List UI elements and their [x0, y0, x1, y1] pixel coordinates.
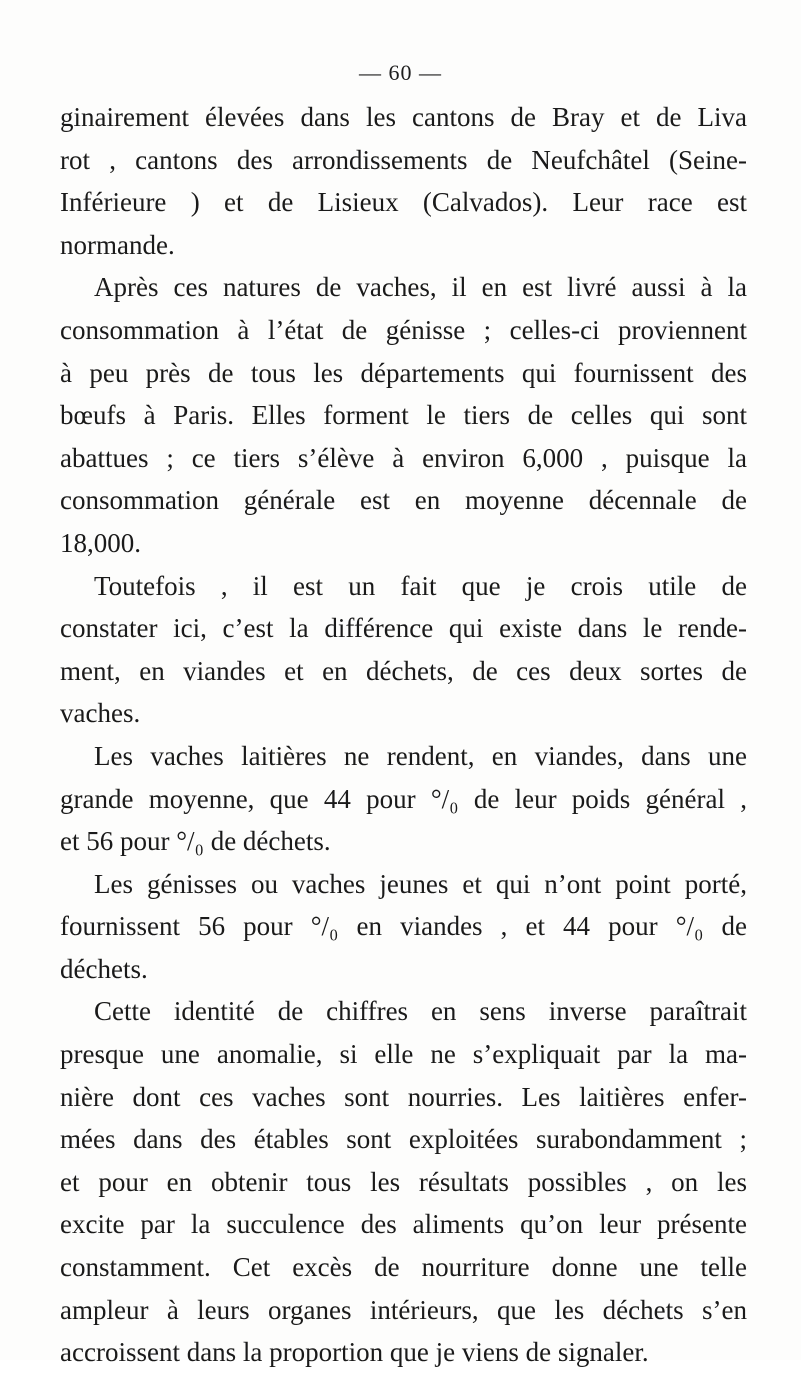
text-line: ment, en viandes et en déchets, de ces deux sortes de [60, 655, 747, 686]
text-line: consommation générale est en moyenne décennale de [60, 485, 747, 516]
text-line: vaches. [60, 698, 141, 729]
text-line: et pour en obtenir tous les résultats possibles , on les [60, 1166, 747, 1197]
paragraph [60, 96, 747, 266]
text-line: excite par la succulence des aliments qu’on leur présente [60, 1209, 747, 1240]
text-line: rot , cantons des arrondissements de Neufchâtel (Seine- [60, 144, 747, 175]
text-line: ampleur à leurs organes intérieurs, que les déchets s’en [60, 1294, 747, 1325]
text-line: déchets. [60, 953, 148, 984]
text-line: Inférieure ) et de Lisieux (Calvados). Leur race est [60, 187, 747, 218]
text-line: Après ces natures de vaches, il en est livré aussi à la [94, 272, 747, 303]
text-line: Les génisses ou vaches jeunes et qui n’ont point porté, [94, 868, 747, 899]
paragraph [60, 863, 747, 991]
paragraph [60, 735, 747, 863]
text-line: presque une anomalie, si elle ne s’expliquait par la ma- [60, 1039, 747, 1070]
paragraph [60, 266, 747, 564]
text-line: 18,000. [60, 527, 141, 558]
text-line: à peu près de tous les départements qui fournissent des [60, 357, 747, 388]
text-line: Les vaches laitières ne rendent, en viandes, dans une [94, 740, 747, 771]
text-line: Toutefois , il est un fait que je crois utile de [94, 570, 747, 601]
paragraph [60, 990, 747, 1373]
body-text [60, 96, 747, 1374]
text-line: normande. [60, 229, 175, 260]
text-line: accroissent dans la proportion que je viens de signaler. [60, 1337, 649, 1368]
text-line: Cette identité de chiffres en sens inverse paraîtrait [94, 996, 747, 1027]
paragraph [60, 565, 747, 735]
text-line: constamment. Cet excès de nourriture donne une telle [60, 1252, 747, 1283]
text-line: constater ici, c’est la différence qui existe dans le rende- [60, 613, 747, 644]
text-line: mées dans des étables sont exploitées surabondamment ; [60, 1124, 747, 1155]
text-line: fournissent 56 pour °/₀ en viandes , et 44 pour °/₀ de [60, 911, 747, 942]
text-line: et 56 pour °/₀ de déchets. [60, 826, 331, 857]
text-line: nière dont ces vaches sont nourries. Les laitières enfer- [60, 1081, 747, 1112]
text-line: abattues ; ce tiers s’élève à environ 6,000 , puisque la [60, 442, 747, 473]
text-line: consommation à l’état de génisse ; celles-ci proviennent [60, 314, 747, 345]
text-line: bœufs à Paris. Elles forment le tiers de celles qui sont [60, 400, 747, 431]
text-line: ginairement élevées dans les cantons de Bray et de Liva [60, 102, 747, 132]
text-line: grande moyenne, que 44 pour °/₀ de leur poids général , [60, 783, 747, 814]
page-number: — 60 — [359, 60, 442, 85]
